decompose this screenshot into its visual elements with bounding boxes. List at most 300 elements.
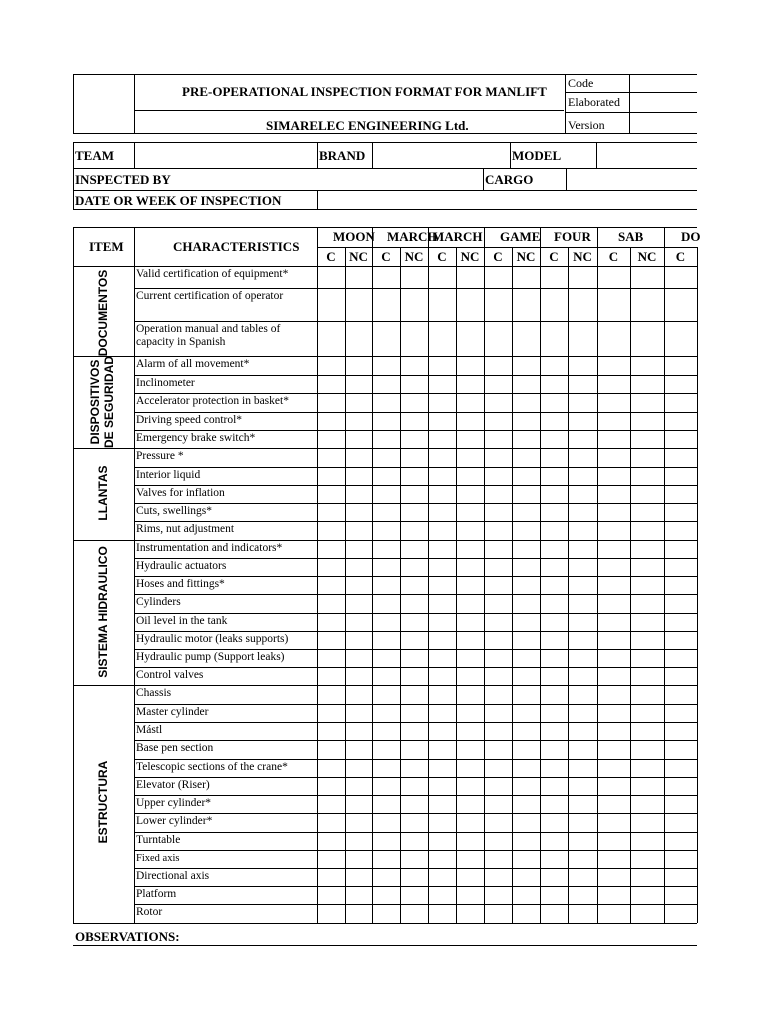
- c-check-cell[interactable]: [485, 289, 512, 321]
- nc-check-cell[interactable]: [457, 431, 484, 448]
- nc-check-cell[interactable]: [457, 705, 484, 722]
- c-check-cell[interactable]: [373, 504, 400, 521]
- c-check-cell[interactable]: [541, 486, 568, 503]
- nc-check-cell[interactable]: [569, 668, 597, 685]
- nc-check-cell[interactable]: [513, 869, 540, 886]
- c-check-cell[interactable]: [485, 394, 512, 412]
- nc-check-cell[interactable]: [513, 289, 540, 321]
- c-check-cell[interactable]: [429, 668, 456, 685]
- c-check-cell[interactable]: [541, 289, 568, 321]
- nc-check-cell[interactable]: [631, 486, 664, 503]
- c-check-cell[interactable]: [373, 741, 400, 759]
- c-check-cell[interactable]: [429, 796, 456, 813]
- c-check-cell[interactable]: [485, 449, 512, 467]
- c-check-cell[interactable]: [485, 504, 512, 521]
- c-check-cell[interactable]: [318, 796, 345, 813]
- nc-check-cell[interactable]: [631, 357, 664, 375]
- nc-check-cell[interactable]: [346, 723, 372, 740]
- c-check-cell[interactable]: [485, 632, 512, 649]
- c-check-cell[interactable]: [665, 431, 697, 448]
- c-check-cell[interactable]: [318, 376, 345, 393]
- c-check-cell[interactable]: [665, 522, 697, 540]
- c-check-cell[interactable]: [665, 357, 697, 375]
- nc-check-cell[interactable]: [513, 577, 540, 594]
- nc-check-cell[interactable]: [346, 741, 372, 759]
- c-check-cell[interactable]: [318, 322, 345, 356]
- nc-check-cell[interactable]: [513, 905, 540, 923]
- nc-check-cell[interactable]: [401, 705, 428, 722]
- nc-check-cell[interactable]: [346, 668, 372, 685]
- nc-check-cell[interactable]: [569, 814, 597, 832]
- nc-check-cell[interactable]: [401, 413, 428, 430]
- nc-check-cell[interactable]: [631, 760, 664, 777]
- nc-check-cell[interactable]: [346, 614, 372, 631]
- c-check-cell[interactable]: [318, 431, 345, 448]
- c-check-cell[interactable]: [598, 267, 630, 288]
- c-check-cell[interactable]: [373, 851, 400, 868]
- nc-check-cell[interactable]: [569, 632, 597, 649]
- nc-check-cell[interactable]: [401, 814, 428, 832]
- c-check-cell[interactable]: [373, 796, 400, 813]
- nc-check-cell[interactable]: [569, 357, 597, 375]
- nc-check-cell[interactable]: [346, 705, 372, 722]
- nc-check-cell[interactable]: [401, 833, 428, 850]
- c-check-cell[interactable]: [541, 267, 568, 288]
- c-check-cell[interactable]: [598, 905, 630, 923]
- nc-check-cell[interactable]: [513, 760, 540, 777]
- nc-check-cell[interactable]: [569, 723, 597, 740]
- c-check-cell[interactable]: [485, 413, 512, 430]
- c-check-cell[interactable]: [373, 289, 400, 321]
- c-check-cell[interactable]: [598, 577, 630, 594]
- c-check-cell[interactable]: [541, 778, 568, 795]
- nc-check-cell[interactable]: [457, 869, 484, 886]
- c-check-cell[interactable]: [318, 614, 345, 631]
- c-check-cell[interactable]: [598, 449, 630, 467]
- nc-check-cell[interactable]: [631, 851, 664, 868]
- nc-check-cell[interactable]: [401, 632, 428, 649]
- nc-check-cell[interactable]: [401, 869, 428, 886]
- c-check-cell[interactable]: [485, 376, 512, 393]
- c-check-cell[interactable]: [665, 887, 697, 904]
- nc-check-cell[interactable]: [401, 468, 428, 485]
- c-check-cell[interactable]: [485, 650, 512, 667]
- c-check-cell[interactable]: [541, 814, 568, 832]
- nc-check-cell[interactable]: [631, 869, 664, 886]
- c-check-cell[interactable]: [485, 486, 512, 503]
- nc-check-cell[interactable]: [457, 723, 484, 740]
- c-check-cell[interactable]: [429, 833, 456, 850]
- nc-check-cell[interactable]: [457, 632, 484, 649]
- c-check-cell[interactable]: [373, 686, 400, 704]
- c-check-cell[interactable]: [598, 376, 630, 393]
- c-check-cell[interactable]: [598, 504, 630, 521]
- c-check-cell[interactable]: [485, 595, 512, 613]
- nc-check-cell[interactable]: [346, 887, 372, 904]
- c-check-cell[interactable]: [373, 522, 400, 540]
- nc-check-cell[interactable]: [457, 504, 484, 521]
- nc-check-cell[interactable]: [569, 833, 597, 850]
- c-check-cell[interactable]: [541, 851, 568, 868]
- nc-check-cell[interactable]: [401, 486, 428, 503]
- nc-check-cell[interactable]: [631, 668, 664, 685]
- c-check-cell[interactable]: [665, 322, 697, 356]
- c-check-cell[interactable]: [485, 322, 512, 356]
- nc-check-cell[interactable]: [401, 796, 428, 813]
- nc-check-cell[interactable]: [513, 357, 540, 375]
- c-check-cell[interactable]: [665, 504, 697, 521]
- c-check-cell[interactable]: [318, 905, 345, 923]
- nc-check-cell[interactable]: [513, 887, 540, 904]
- c-check-cell[interactable]: [598, 559, 630, 576]
- nc-check-cell[interactable]: [401, 522, 428, 540]
- c-check-cell[interactable]: [541, 449, 568, 467]
- nc-check-cell[interactable]: [401, 778, 428, 795]
- nc-check-cell[interactable]: [513, 394, 540, 412]
- nc-check-cell[interactable]: [346, 322, 372, 356]
- c-check-cell[interactable]: [318, 723, 345, 740]
- c-check-cell[interactable]: [665, 760, 697, 777]
- c-check-cell[interactable]: [598, 614, 630, 631]
- c-check-cell[interactable]: [598, 833, 630, 850]
- brand-field[interactable]: [373, 143, 510, 168]
- nc-check-cell[interactable]: [457, 413, 484, 430]
- nc-check-cell[interactable]: [346, 778, 372, 795]
- c-check-cell[interactable]: [429, 869, 456, 886]
- nc-check-cell[interactable]: [631, 705, 664, 722]
- nc-check-cell[interactable]: [401, 650, 428, 667]
- nc-check-cell[interactable]: [346, 905, 372, 923]
- nc-check-cell[interactable]: [457, 376, 484, 393]
- nc-check-cell[interactable]: [346, 686, 372, 704]
- nc-check-cell[interactable]: [346, 814, 372, 832]
- c-check-cell[interactable]: [373, 650, 400, 667]
- c-check-cell[interactable]: [598, 289, 630, 321]
- c-check-cell[interactable]: [429, 614, 456, 631]
- c-check-cell[interactable]: [318, 686, 345, 704]
- c-check-cell[interactable]: [373, 413, 400, 430]
- c-check-cell[interactable]: [429, 486, 456, 503]
- nc-check-cell[interactable]: [401, 686, 428, 704]
- c-check-cell[interactable]: [541, 632, 568, 649]
- nc-check-cell[interactable]: [346, 577, 372, 594]
- nc-check-cell[interactable]: [401, 741, 428, 759]
- nc-check-cell[interactable]: [569, 431, 597, 448]
- c-check-cell[interactable]: [485, 833, 512, 850]
- c-check-cell[interactable]: [541, 504, 568, 521]
- nc-check-cell[interactable]: [401, 267, 428, 288]
- nc-check-cell[interactable]: [346, 431, 372, 448]
- nc-check-cell[interactable]: [513, 267, 540, 288]
- nc-check-cell[interactable]: [513, 741, 540, 759]
- c-check-cell[interactable]: [598, 887, 630, 904]
- c-check-cell[interactable]: [541, 522, 568, 540]
- c-check-cell[interactable]: [318, 833, 345, 850]
- nc-check-cell[interactable]: [631, 614, 664, 631]
- c-check-cell[interactable]: [373, 723, 400, 740]
- c-check-cell[interactable]: [373, 814, 400, 832]
- nc-check-cell[interactable]: [346, 851, 372, 868]
- c-check-cell[interactable]: [541, 431, 568, 448]
- c-check-cell[interactable]: [598, 413, 630, 430]
- c-check-cell[interactable]: [485, 851, 512, 868]
- nc-check-cell[interactable]: [569, 541, 597, 558]
- c-check-cell[interactable]: [485, 614, 512, 631]
- nc-check-cell[interactable]: [401, 760, 428, 777]
- c-check-cell[interactable]: [318, 413, 345, 430]
- c-check-cell[interactable]: [373, 887, 400, 904]
- c-check-cell[interactable]: [598, 357, 630, 375]
- nc-check-cell[interactable]: [513, 814, 540, 832]
- c-check-cell[interactable]: [598, 705, 630, 722]
- nc-check-cell[interactable]: [513, 468, 540, 485]
- c-check-cell[interactable]: [485, 760, 512, 777]
- c-check-cell[interactable]: [373, 486, 400, 503]
- nc-check-cell[interactable]: [569, 796, 597, 813]
- nc-check-cell[interactable]: [457, 541, 484, 558]
- c-check-cell[interactable]: [665, 705, 697, 722]
- c-check-cell[interactable]: [485, 741, 512, 759]
- nc-check-cell[interactable]: [346, 632, 372, 649]
- c-check-cell[interactable]: [373, 869, 400, 886]
- nc-check-cell[interactable]: [631, 577, 664, 594]
- nc-check-cell[interactable]: [457, 796, 484, 813]
- c-check-cell[interactable]: [665, 394, 697, 412]
- c-check-cell[interactable]: [598, 431, 630, 448]
- c-check-cell[interactable]: [429, 851, 456, 868]
- c-check-cell[interactable]: [373, 376, 400, 393]
- nc-check-cell[interactable]: [457, 905, 484, 923]
- model-field[interactable]: [597, 143, 697, 168]
- c-check-cell[interactable]: [318, 650, 345, 667]
- c-check-cell[interactable]: [665, 376, 697, 393]
- c-check-cell[interactable]: [429, 468, 456, 485]
- c-check-cell[interactable]: [485, 267, 512, 288]
- c-check-cell[interactable]: [598, 668, 630, 685]
- c-check-cell[interactable]: [318, 357, 345, 375]
- c-check-cell[interactable]: [318, 289, 345, 321]
- c-check-cell[interactable]: [485, 705, 512, 722]
- nc-check-cell[interactable]: [513, 851, 540, 868]
- c-check-cell[interactable]: [541, 905, 568, 923]
- c-check-cell[interactable]: [318, 741, 345, 759]
- nc-check-cell[interactable]: [346, 413, 372, 430]
- c-check-cell[interactable]: [373, 449, 400, 467]
- nc-check-cell[interactable]: [401, 449, 428, 467]
- c-check-cell[interactable]: [541, 796, 568, 813]
- nc-check-cell[interactable]: [346, 394, 372, 412]
- nc-check-cell[interactable]: [569, 322, 597, 356]
- nc-check-cell[interactable]: [569, 376, 597, 393]
- c-check-cell[interactable]: [485, 577, 512, 594]
- c-check-cell[interactable]: [598, 541, 630, 558]
- c-check-cell[interactable]: [665, 814, 697, 832]
- nc-check-cell[interactable]: [631, 833, 664, 850]
- c-check-cell[interactable]: [318, 778, 345, 795]
- nc-check-cell[interactable]: [631, 449, 664, 467]
- nc-check-cell[interactable]: [631, 504, 664, 521]
- nc-check-cell[interactable]: [513, 796, 540, 813]
- nc-check-cell[interactable]: [513, 322, 540, 356]
- c-check-cell[interactable]: [541, 723, 568, 740]
- nc-check-cell[interactable]: [513, 449, 540, 467]
- nc-check-cell[interactable]: [513, 686, 540, 704]
- c-check-cell[interactable]: [541, 357, 568, 375]
- nc-check-cell[interactable]: [457, 468, 484, 485]
- nc-check-cell[interactable]: [569, 869, 597, 886]
- nc-check-cell[interactable]: [513, 559, 540, 576]
- nc-check-cell[interactable]: [631, 723, 664, 740]
- c-check-cell[interactable]: [598, 322, 630, 356]
- c-check-cell[interactable]: [485, 869, 512, 886]
- c-check-cell[interactable]: [318, 394, 345, 412]
- nc-check-cell[interactable]: [569, 394, 597, 412]
- nc-check-cell[interactable]: [346, 559, 372, 576]
- nc-check-cell[interactable]: [457, 851, 484, 868]
- nc-check-cell[interactable]: [513, 504, 540, 521]
- nc-check-cell[interactable]: [631, 686, 664, 704]
- c-check-cell[interactable]: [541, 668, 568, 685]
- nc-check-cell[interactable]: [569, 577, 597, 594]
- c-check-cell[interactable]: [598, 851, 630, 868]
- c-check-cell[interactable]: [541, 468, 568, 485]
- c-check-cell[interactable]: [665, 595, 697, 613]
- c-check-cell[interactable]: [429, 322, 456, 356]
- c-check-cell[interactable]: [485, 723, 512, 740]
- nc-check-cell[interactable]: [513, 376, 540, 393]
- nc-check-cell[interactable]: [631, 632, 664, 649]
- nc-check-cell[interactable]: [513, 650, 540, 667]
- c-check-cell[interactable]: [485, 431, 512, 448]
- c-check-cell[interactable]: [541, 741, 568, 759]
- c-check-cell[interactable]: [373, 577, 400, 594]
- nc-check-cell[interactable]: [346, 289, 372, 321]
- c-check-cell[interactable]: [598, 394, 630, 412]
- c-check-cell[interactable]: [429, 887, 456, 904]
- observations-field[interactable]: [190, 924, 697, 945]
- nc-check-cell[interactable]: [401, 431, 428, 448]
- c-check-cell[interactable]: [598, 522, 630, 540]
- c-check-cell[interactable]: [541, 394, 568, 412]
- c-check-cell[interactable]: [318, 851, 345, 868]
- nc-check-cell[interactable]: [401, 614, 428, 631]
- c-check-cell[interactable]: [429, 814, 456, 832]
- c-check-cell[interactable]: [318, 449, 345, 467]
- nc-check-cell[interactable]: [346, 376, 372, 393]
- nc-check-cell[interactable]: [569, 905, 597, 923]
- nc-check-cell[interactable]: [457, 394, 484, 412]
- nc-check-cell[interactable]: [401, 504, 428, 521]
- c-check-cell[interactable]: [485, 814, 512, 832]
- c-check-cell[interactable]: [541, 322, 568, 356]
- c-check-cell[interactable]: [541, 413, 568, 430]
- c-check-cell[interactable]: [541, 705, 568, 722]
- nc-check-cell[interactable]: [401, 887, 428, 904]
- c-check-cell[interactable]: [485, 559, 512, 576]
- c-check-cell[interactable]: [665, 723, 697, 740]
- c-check-cell[interactable]: [541, 614, 568, 631]
- c-check-cell[interactable]: [541, 559, 568, 576]
- nc-check-cell[interactable]: [401, 322, 428, 356]
- nc-check-cell[interactable]: [457, 522, 484, 540]
- nc-check-cell[interactable]: [346, 357, 372, 375]
- c-check-cell[interactable]: [429, 723, 456, 740]
- nc-check-cell[interactable]: [513, 413, 540, 430]
- nc-check-cell[interactable]: [631, 322, 664, 356]
- nc-check-cell[interactable]: [457, 814, 484, 832]
- c-check-cell[interactable]: [429, 289, 456, 321]
- c-check-cell[interactable]: [485, 778, 512, 795]
- c-check-cell[interactable]: [318, 486, 345, 503]
- nc-check-cell[interactable]: [569, 289, 597, 321]
- c-check-cell[interactable]: [665, 650, 697, 667]
- nc-check-cell[interactable]: [631, 905, 664, 923]
- c-check-cell[interactable]: [598, 486, 630, 503]
- nc-check-cell[interactable]: [401, 668, 428, 685]
- c-check-cell[interactable]: [373, 595, 400, 613]
- c-check-cell[interactable]: [429, 632, 456, 649]
- nc-check-cell[interactable]: [457, 741, 484, 759]
- c-check-cell[interactable]: [541, 376, 568, 393]
- nc-check-cell[interactable]: [569, 851, 597, 868]
- nc-check-cell[interactable]: [513, 668, 540, 685]
- c-check-cell[interactable]: [318, 632, 345, 649]
- date-field[interactable]: [318, 191, 697, 209]
- c-check-cell[interactable]: [598, 686, 630, 704]
- c-check-cell[interactable]: [665, 796, 697, 813]
- c-check-cell[interactable]: [665, 449, 697, 467]
- c-check-cell[interactable]: [318, 760, 345, 777]
- c-check-cell[interactable]: [318, 504, 345, 521]
- nc-check-cell[interactable]: [457, 322, 484, 356]
- nc-check-cell[interactable]: [457, 887, 484, 904]
- c-check-cell[interactable]: [665, 778, 697, 795]
- c-check-cell[interactable]: [665, 851, 697, 868]
- c-check-cell[interactable]: [429, 504, 456, 521]
- nc-check-cell[interactable]: [569, 267, 597, 288]
- c-check-cell[interactable]: [429, 595, 456, 613]
- nc-check-cell[interactable]: [401, 541, 428, 558]
- nc-check-cell[interactable]: [513, 614, 540, 631]
- c-check-cell[interactable]: [665, 668, 697, 685]
- nc-check-cell[interactable]: [457, 833, 484, 850]
- nc-check-cell[interactable]: [346, 869, 372, 886]
- c-check-cell[interactable]: [598, 650, 630, 667]
- nc-check-cell[interactable]: [346, 833, 372, 850]
- c-check-cell[interactable]: [541, 686, 568, 704]
- nc-check-cell[interactable]: [569, 686, 597, 704]
- c-check-cell[interactable]: [485, 541, 512, 558]
- nc-check-cell[interactable]: [569, 778, 597, 795]
- nc-check-cell[interactable]: [401, 559, 428, 576]
- c-check-cell[interactable]: [373, 541, 400, 558]
- nc-check-cell[interactable]: [401, 376, 428, 393]
- c-check-cell[interactable]: [598, 595, 630, 613]
- nc-check-cell[interactable]: [457, 267, 484, 288]
- nc-check-cell[interactable]: [346, 760, 372, 777]
- nc-check-cell[interactable]: [569, 887, 597, 904]
- nc-check-cell[interactable]: [513, 431, 540, 448]
- c-check-cell[interactable]: [665, 741, 697, 759]
- c-check-cell[interactable]: [485, 668, 512, 685]
- nc-check-cell[interactable]: [346, 650, 372, 667]
- c-check-cell[interactable]: [373, 614, 400, 631]
- nc-check-cell[interactable]: [346, 541, 372, 558]
- c-check-cell[interactable]: [318, 559, 345, 576]
- c-check-cell[interactable]: [665, 833, 697, 850]
- c-check-cell[interactable]: [373, 632, 400, 649]
- c-check-cell[interactable]: [429, 522, 456, 540]
